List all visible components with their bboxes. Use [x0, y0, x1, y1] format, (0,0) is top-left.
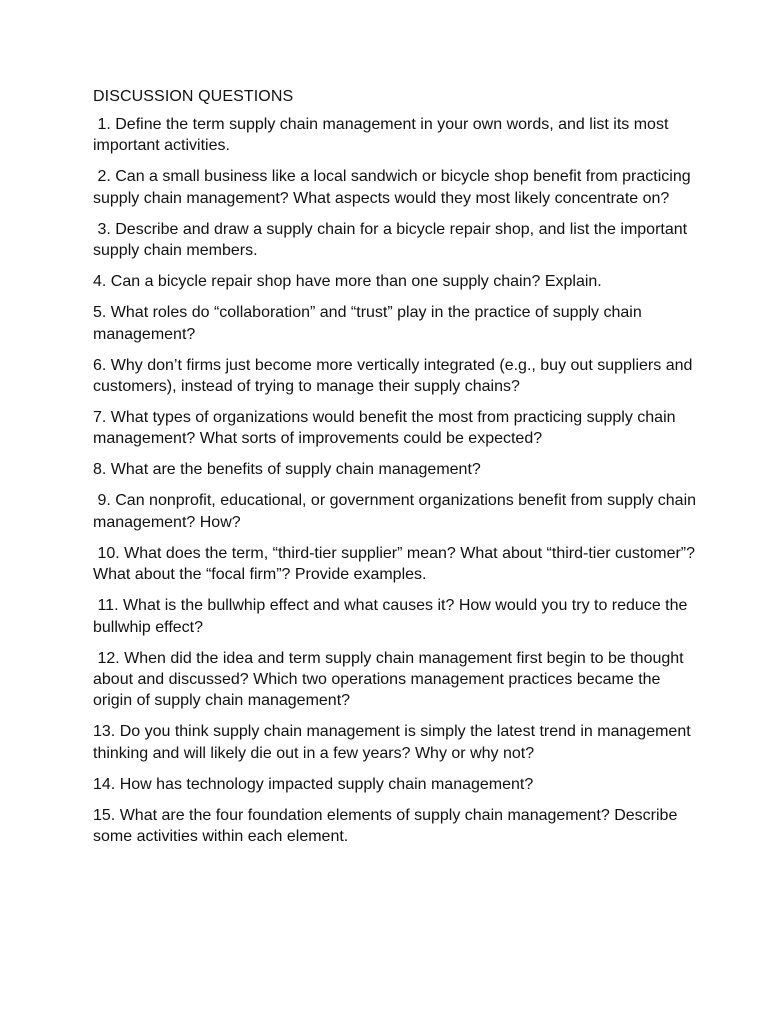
question-10: 10. What does the term, “third-tier supplier” mean? What about “third-tier customer”? What about the “focal firm”? Provide examples. — [93, 544, 700, 584]
document-heading: DISCUSSION QUESTIONS — [93, 88, 294, 105]
question-4: 4. Can a bicycle repair shop have more than one supply chain? Explain. — [93, 273, 602, 291]
question-15: 15. What are the four foundation elements of supply chain management? Describe some activities within each element. — [93, 806, 682, 846]
question-5: 5. What roles do “collaboration” and “trust” play in the practice of supply chain management? — [93, 304, 647, 343]
question-11: 11. What is the bullwhip effect and what causes it? How would you try to reduce the bullwhip effect? — [93, 597, 692, 636]
question-1: 1. Define the term supply chain management in your own words, and list its most important activities. — [93, 116, 673, 155]
question-6: 6. Why don’t firms just become more vertically integrated (e.g., buy out suppliers and customers), instead of trying to manage their supply chains? — [93, 356, 697, 396]
question-14: 14. How has technology impacted supply chain management? — [93, 775, 534, 793]
question-7: 7. What types of organizations would benefit the most from practicing supply chain management? What sorts of improvements could be expected? — [93, 409, 680, 448]
question-8: 8. What are the benefits of supply chain management? — [93, 461, 481, 479]
question-2: 2. Can a small business like a local sandwich or bicycle shop benefit from practicing supply chain management? What aspects would they most likely concentrate on? — [93, 168, 696, 207]
question-3: 3. Describe and draw a supply chain for a bicycle repair shop, and list the important supply chain members. — [93, 220, 692, 260]
question-12: 12. When did the idea and term supply chain management first begin to be thought about and discussed? Which two operations management practices became the origin of supply chain management? — [93, 649, 689, 710]
question-9: 9. Can nonprofit, educational, or government organizations benefit from supply chain management? How? — [93, 492, 701, 531]
question-13: 13. Do you think supply chain management is simply the latest trend in management thinking and will likely die out in a few years? Why or why not? — [93, 723, 696, 762]
